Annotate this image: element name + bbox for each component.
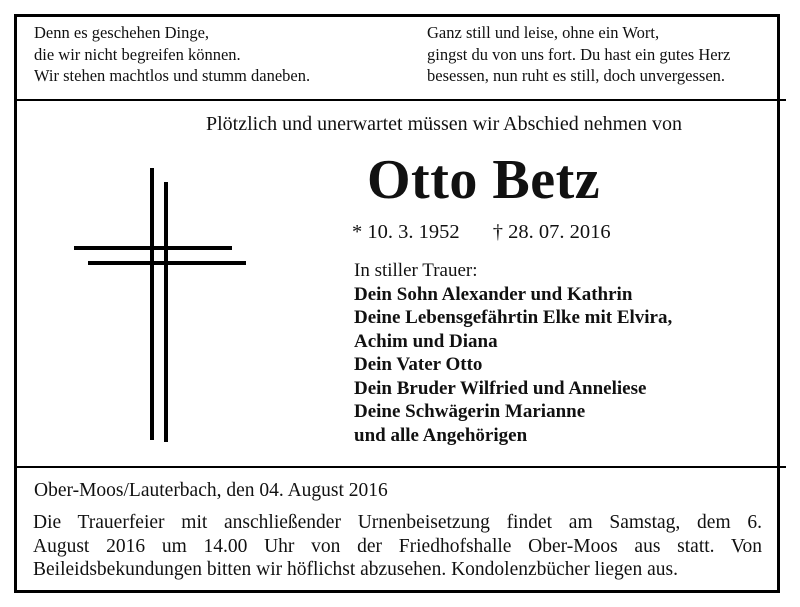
mourner-line: Deine Schwägerin Marianne	[354, 401, 586, 422]
mourner-line: Dein Bruder Wilfried und Anneliese	[354, 377, 647, 399]
mourners-list	[354, 283, 672, 448]
mourner-line: Dein Sohn Alexander und Kathrin	[354, 283, 633, 305]
birth-date: * 10. 3. 1952	[352, 221, 460, 243]
verse-line: besessen, nun ruht es still, doch unvergessen.	[427, 66, 726, 85]
verse-line: Denn es geschehen Dinge,	[34, 23, 210, 42]
mourner-line: Achim und Diana	[354, 330, 498, 352]
divider-top	[14, 99, 786, 101]
mourners-block	[354, 259, 672, 447]
mourners-intro: In stiller Trauer:	[354, 260, 478, 281]
verse-line: Ganz still und leise, ohne ein Wort,	[427, 23, 660, 42]
notice-line: August 2016 um 14.00 Uhr von der Friedhofshalle Ober-Moos aus statt. Von	[33, 535, 762, 557]
verse-line: gingst du von uns fort. Du hast ein gutes Herz	[427, 44, 731, 64]
deceased-name: Otto Betz	[367, 149, 601, 211]
verse-right	[427, 22, 730, 87]
place-date: Ober-Moos/Lauterbach, den 04. August 2016	[34, 480, 388, 501]
funeral-notice	[33, 511, 762, 582]
verse-line: die wir nicht begreifen können.	[34, 44, 241, 64]
verse-line: Wir stehen machtlos und stumm daneben.	[34, 66, 311, 85]
mourner-line: Dein Vater Otto	[354, 354, 483, 375]
verse-left	[34, 22, 310, 87]
death-date: † 28. 07. 2016	[492, 221, 611, 243]
notice-line: Die Trauerfeier mit anschließender Urnenbeisetzung findet am Samstag, dem 6.	[33, 512, 762, 533]
mourner-line: Deine Lebensgefährtin Elke mit Elvira,	[354, 307, 673, 328]
life-dates	[352, 221, 611, 244]
intro-text: Plötzlich und unerwartet müssen wir Abschied nehmen von	[206, 113, 683, 135]
cross-icon	[60, 160, 260, 450]
divider-bottom	[14, 466, 786, 468]
notice-line: Beileidsbekundungen bitten wir höflichst abzusehen. Kondolenzbücher liegen aus.	[33, 559, 678, 580]
mourner-line: und alle Angehörigen	[354, 424, 528, 446]
